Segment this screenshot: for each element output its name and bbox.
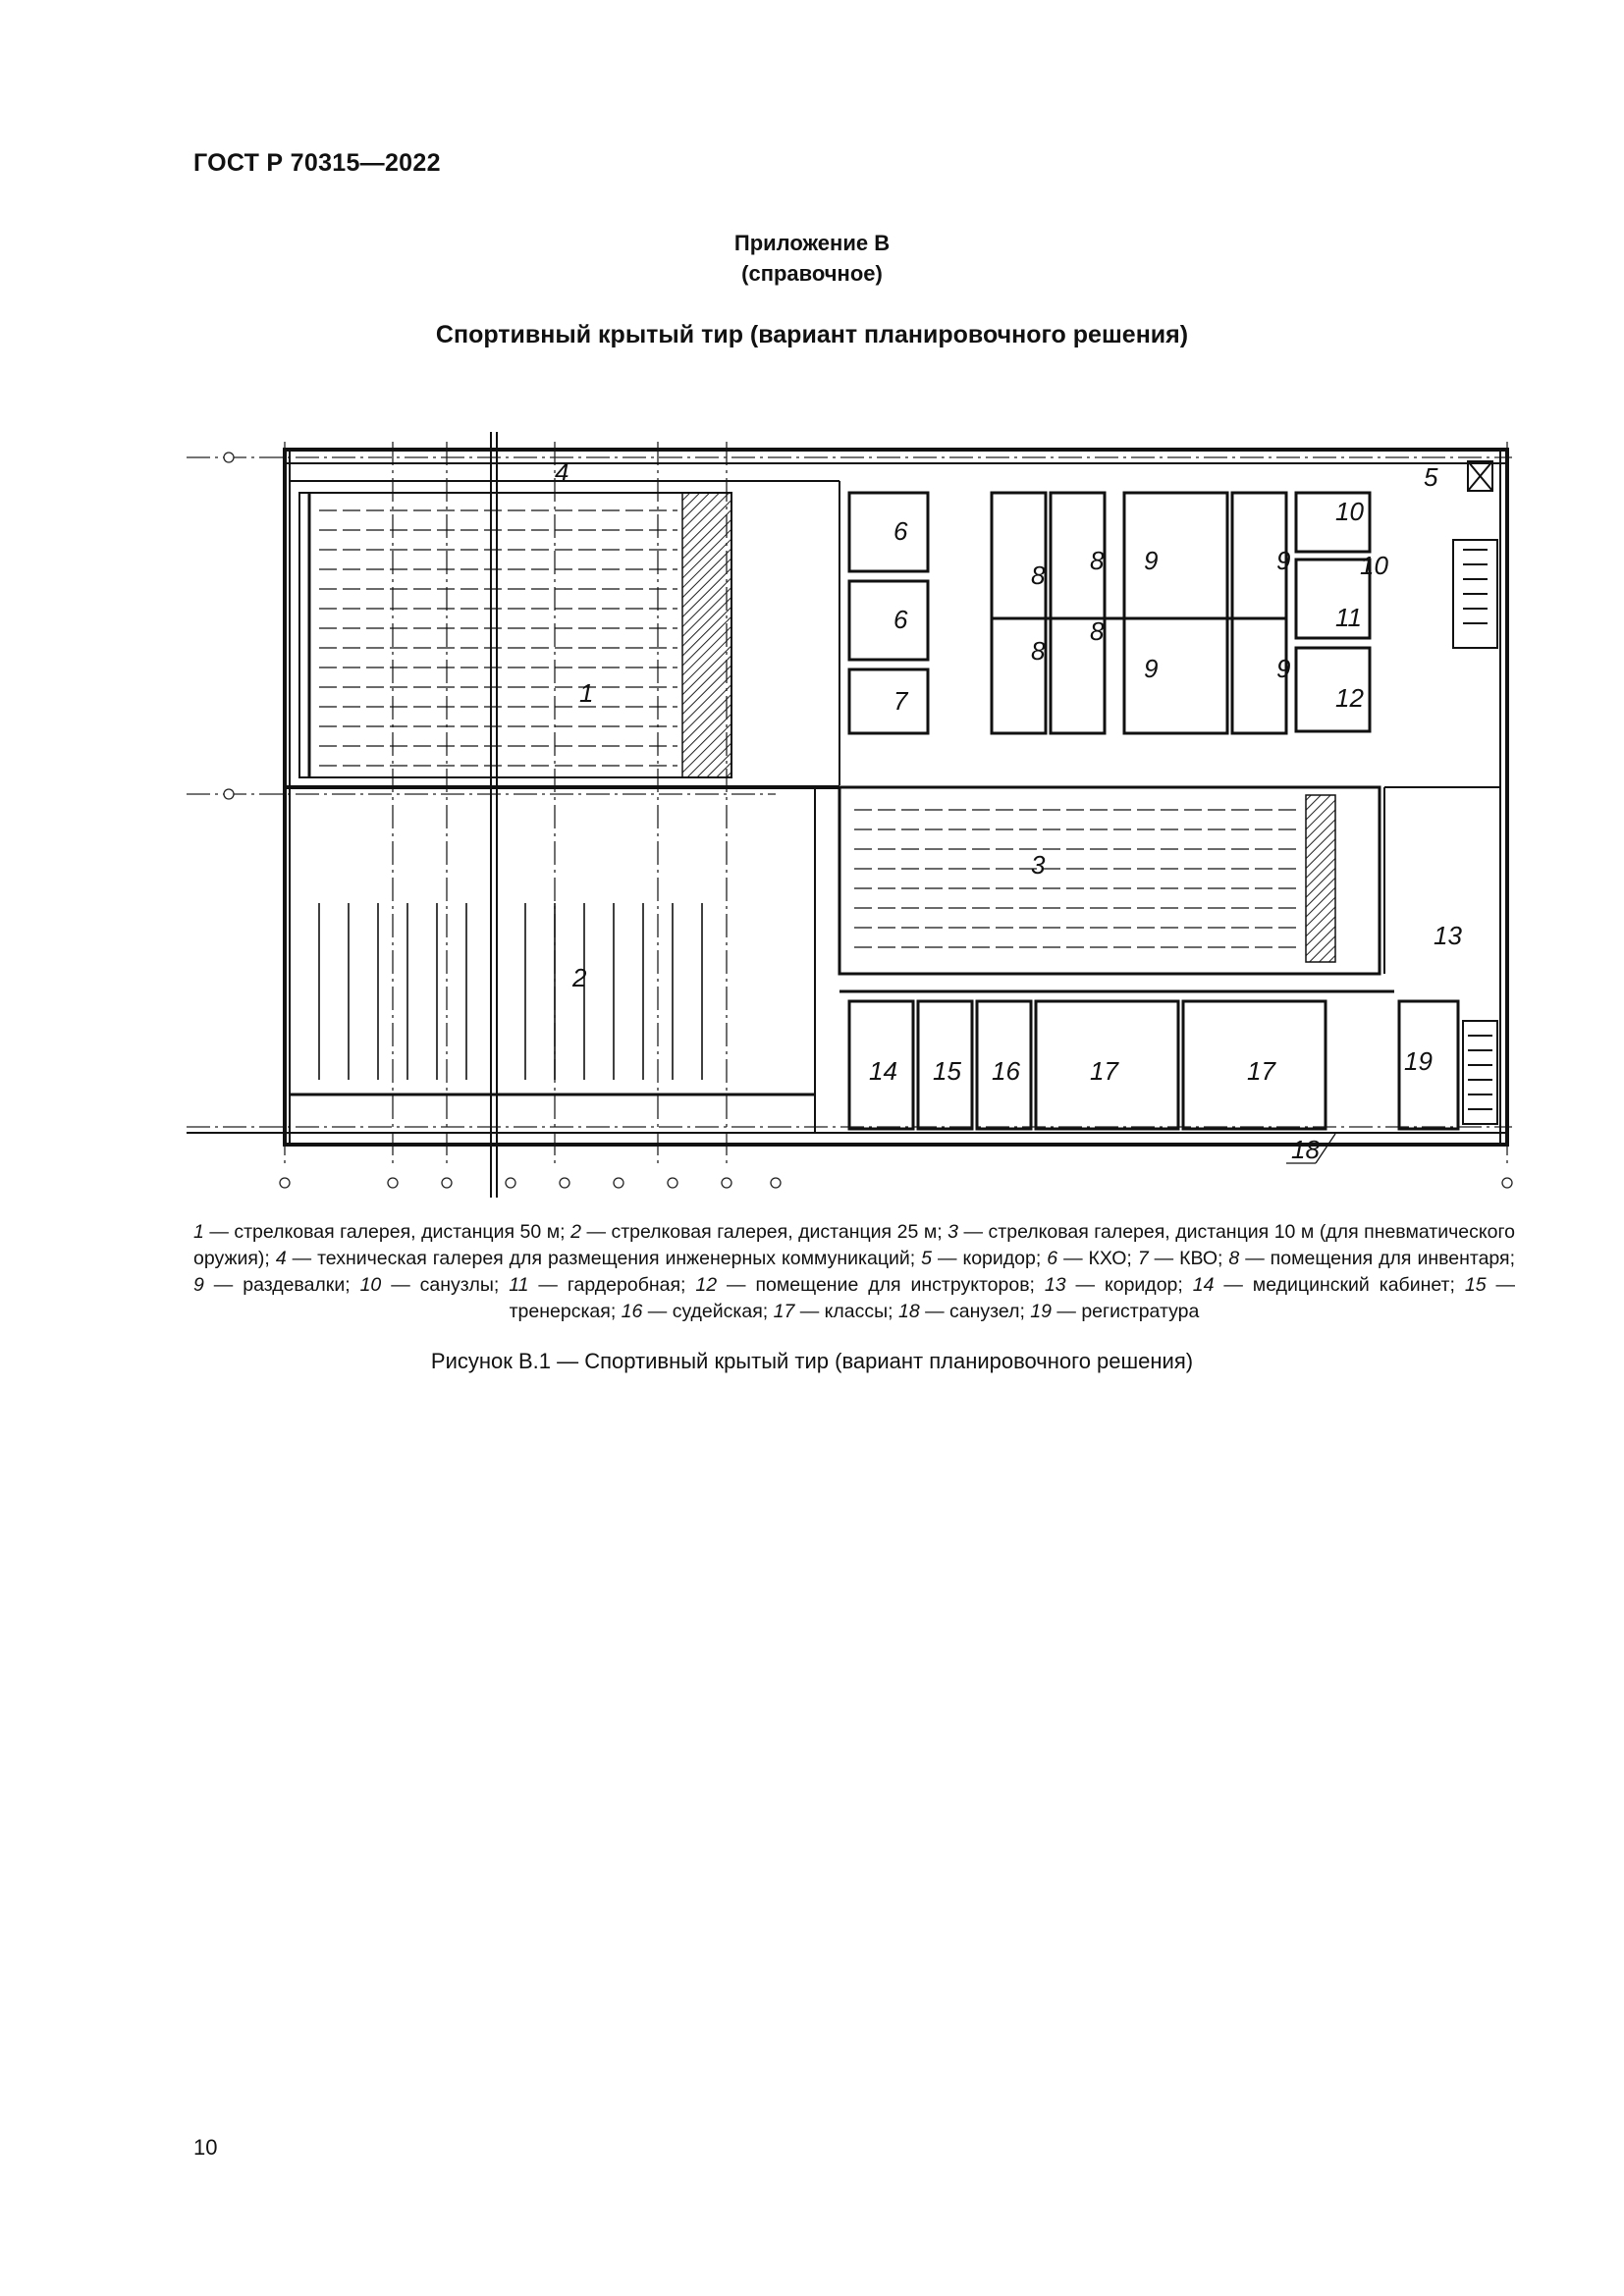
label-room-9b: 9 bbox=[1276, 546, 1291, 575]
legend-item-13: 13 — коридор; bbox=[1044, 1274, 1193, 1296]
label-room-13: 13 bbox=[1434, 921, 1462, 950]
gallery-2 bbox=[290, 787, 815, 1133]
label-room-6b: 6 bbox=[893, 605, 908, 634]
label-room-18: 18 bbox=[1291, 1135, 1320, 1164]
legend-item-18: 18 — санузел; bbox=[898, 1301, 1031, 1322]
legend-item-9: 9 — раздевалки; bbox=[193, 1274, 360, 1296]
legend-item-16: 16 — судейская; bbox=[621, 1301, 774, 1322]
legend-item-19: 19 — регистратура bbox=[1030, 1301, 1200, 1322]
legend-item-6: 6 — КХО; bbox=[1047, 1248, 1138, 1269]
gallery-3 bbox=[839, 787, 1380, 974]
label-room-8b: 8 bbox=[1090, 546, 1105, 575]
figure-legend bbox=[193, 1219, 1515, 1325]
legend-item-12: 12 — помещение для инструкторов; bbox=[695, 1274, 1045, 1296]
rooms-6-7 bbox=[849, 493, 928, 733]
legend-item-1: 1 — стрелковая галерея, дистанция 50 м; bbox=[193, 1221, 571, 1243]
label-room-3: 3 bbox=[1031, 850, 1046, 880]
legend-item-15: 15 — тренерская; bbox=[509, 1274, 1515, 1322]
figure-caption: Рисунок В.1 — Спортивный крытый тир (вариант планировочного решения) bbox=[430, 1349, 1194, 1373]
document-header: ГОСТ Р 70315—2022 bbox=[193, 149, 441, 177]
gallery-1 bbox=[299, 493, 731, 777]
legend-item-14: 14 — медицинский кабинет; bbox=[1192, 1274, 1465, 1296]
label-room-14: 14 bbox=[869, 1056, 897, 1086]
legend-item-2: 2 — стрелковая галерея, дистанция 25 м; bbox=[570, 1221, 948, 1243]
label-room-19: 19 bbox=[1404, 1046, 1433, 1076]
page-number: 10 bbox=[193, 2135, 218, 2160]
legend-item-5: 5 — коридор; bbox=[921, 1248, 1048, 1269]
label-room-9d: 9 bbox=[1276, 654, 1291, 683]
rooms-8-9-10 bbox=[992, 493, 1286, 733]
legend-item-7: 7 — КВО; bbox=[1137, 1248, 1229, 1269]
figure-title: Спортивный крытый тир (вариант планировочного решения) bbox=[435, 321, 1189, 348]
stair-south bbox=[1463, 1021, 1497, 1124]
appendix-heading bbox=[0, 228, 1624, 289]
label-room-1: 1 bbox=[579, 678, 594, 708]
floor-plan-drawing bbox=[187, 432, 1542, 1207]
label-room-17b: 17 bbox=[1247, 1056, 1275, 1086]
appendix-label: Приложение В bbox=[733, 231, 891, 255]
label-room-4: 4 bbox=[555, 457, 569, 487]
label-room-5: 5 bbox=[1424, 462, 1438, 492]
label-room-9c: 9 bbox=[1144, 654, 1159, 683]
stair-north bbox=[1453, 461, 1497, 648]
legend-item-4: 4 — техническая галерея для размещения инженерных коммуникаций; bbox=[275, 1248, 922, 1269]
label-room-12: 12 bbox=[1335, 683, 1364, 713]
label-room-10b: 10 bbox=[1360, 551, 1388, 580]
label-room-11: 11 bbox=[1335, 603, 1362, 632]
label-room-10a: 10 bbox=[1335, 497, 1364, 526]
label-room-7: 7 bbox=[893, 686, 908, 716]
label-room-2: 2 bbox=[572, 963, 587, 992]
legend-item-10: 10 — санузлы; bbox=[359, 1274, 510, 1296]
label-room-9a: 9 bbox=[1144, 546, 1159, 575]
legend-item-17: 17 — классы; bbox=[773, 1301, 898, 1322]
label-room-8a: 8 bbox=[1031, 561, 1046, 590]
label-room-6a: 6 bbox=[893, 516, 908, 546]
legend-item-8: 8 — помещения для инвентаря; bbox=[1228, 1248, 1516, 1269]
legend-item-11: 11 — гардеробная; bbox=[509, 1274, 696, 1296]
label-room-8d: 8 bbox=[1090, 616, 1105, 646]
legend-item-3: 3 — стрелковая галерея, дистанция 10 м (для пневматического оружия); bbox=[193, 1221, 1515, 1269]
label-room-17a: 17 bbox=[1090, 1056, 1118, 1086]
label-room-8c: 8 bbox=[1031, 636, 1046, 666]
label-room-16: 16 bbox=[992, 1056, 1020, 1086]
label-room-15: 15 bbox=[933, 1056, 961, 1086]
appendix-type: (справочное) bbox=[741, 261, 883, 286]
